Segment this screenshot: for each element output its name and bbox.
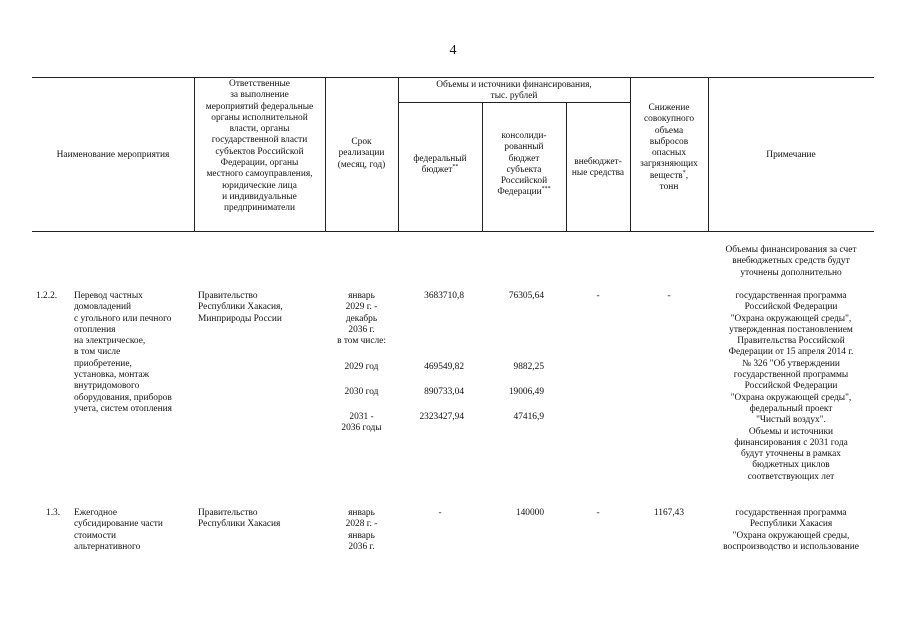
row-1-3-extrabudget: -: [596, 508, 600, 518]
row-1-3-responsible: Правительство Республики Хакасия: [198, 508, 281, 530]
row-1-2-2-name: Перевод частных домовладений с угольного или печного отопления на электрическое, в том числе приобретение, установка, монтаж внутридомового оборудования, приборов учета, систем отопления: [74, 291, 172, 414]
row-1-2-2-term: январь 2029 г. - декабрь 2036 г. в том числе:: [337, 291, 386, 347]
header-federal-sup: **: [452, 164, 459, 171]
row-1-2-2-federal: 3683710,8: [424, 291, 464, 301]
header-note: Примечание: [766, 150, 816, 160]
subrow-2029-consolidated: 9882,25: [513, 362, 544, 372]
header-reduction: [630, 103, 708, 193]
header-reduction-unit: , тонн: [659, 170, 689, 193]
row-1-3-reduction: 1167,43: [653, 508, 685, 518]
row-1-3-name: Ежегодное субсидирование части стоимости альтернативного: [74, 508, 163, 552]
subrow-2031-2036-consolidated: 47416,9: [513, 412, 544, 422]
row-1-2-2-responsible: Правительство Республики Хакасия, Минприроды России: [198, 291, 283, 324]
row-1-3-term: январь 2028 г. - январь 2036 г.: [345, 508, 378, 552]
header-federal-label: федеральный бюджет: [413, 154, 467, 176]
row-1-2-2-extrabudget: -: [596, 291, 600, 301]
row-1-2-2-number: 1.2.2.: [36, 291, 58, 301]
header-extrabudget: внебюджет- ные средства: [571, 157, 625, 179]
header-term: Срок реализации (месяц, год): [337, 137, 386, 170]
header-funding-title: Объемы и источники финансирования, тыс. рублей: [436, 80, 592, 102]
header-responsible: Ответственные за выполнение мероприятий федеральные органы исполнительной власти, органы государственной власти субъектов Российской Федерации, органы местного самоуправления, юридические лица и индивидуальные предприниматели: [205, 79, 314, 214]
subrow-2030-consolidated: 19006,49: [508, 387, 544, 397]
row-1-3-number: 1.3.: [46, 508, 61, 518]
row-1-2-2-note-top: Объемы финансирования за счет внебюджетных средств будут уточнены дополнительно: [725, 245, 857, 278]
subrow-2031-2036-term: 2031 - 2036 годы: [341, 412, 382, 434]
page-number: 4: [449, 43, 457, 58]
row-1-3-consolidated: 140000: [515, 508, 544, 518]
header-reduction-label: Снижение совокупного объема выбросов опасных загрязняющих веществ: [640, 103, 698, 181]
subrow-2029-federal: 469549,82: [424, 362, 464, 372]
header-consolidated-sup: ***: [541, 186, 551, 193]
header-reduction-sup: *: [682, 169, 686, 176]
header-name: Наименование мероприятия: [56, 150, 170, 160]
row-1-3-note: государственная программа Республики Хакасия "Охрана окружающей среды, воспроизводство и использование: [723, 508, 859, 552]
subrow-2030-federal: 890733,04: [424, 387, 464, 397]
header-federal: [398, 154, 482, 177]
subrow-2030-term: 2030 год: [344, 387, 379, 397]
row-1-2-2-note: государственная программа Российской Федерации "Охрана окружающей среды", утвержденная постановлением Правительства Российской Федерации от 15 апреля 2014 г. № 326 "Об утверждении государственной программы Российской Федерации "Охрана окружающей среды", федеральный проект "Чистый воздух". Объемы и источники финансирования с 2031 года будут уточнены в рамках бюджетных циклов соответствующих лет: [728, 291, 854, 482]
subrow-2031-2036-federal: 2323427,94: [419, 412, 464, 422]
row-1-2-2-consolidated: 76305,64: [508, 291, 544, 301]
header-consolidated: [482, 131, 566, 199]
row-1-3-federal: -: [438, 508, 442, 518]
row-1-2-2-reduction: -: [667, 291, 671, 301]
header-consolidated-label: консолиди- рованный бюджет субъекта Российской Федерации: [497, 131, 548, 198]
subrow-2029-term: 2029 год: [344, 362, 379, 372]
